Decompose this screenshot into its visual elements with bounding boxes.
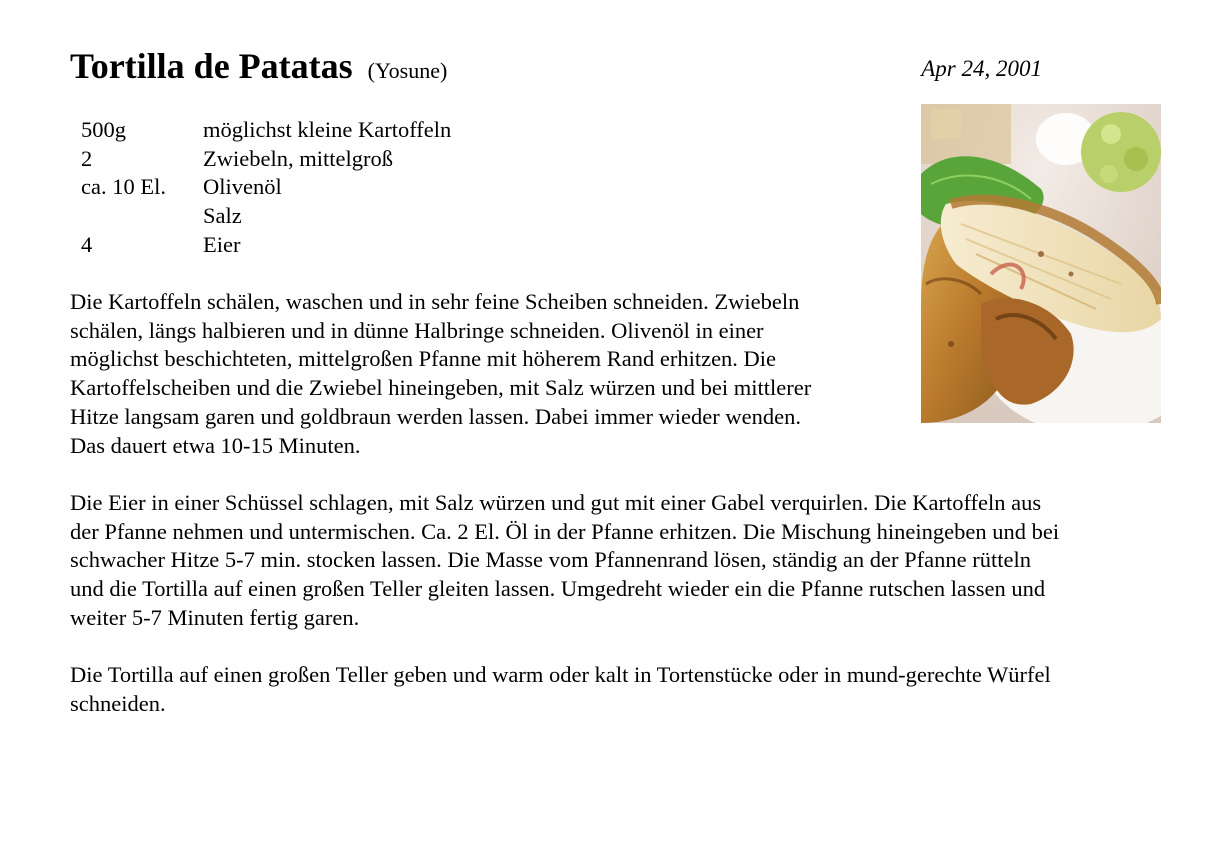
text-line: Hitze langsam garen und goldbraun werden lassen. Dabei immer wieder wenden.: [70, 403, 801, 429]
ingredient-row: [81, 116, 681, 145]
ingredient-quantity: 500g: [81, 117, 126, 142]
ingredient-row: [81, 145, 681, 174]
ingredient-row: [81, 202, 681, 231]
text-line: Das dauert etwa 10-15 Minuten.: [70, 432, 361, 458]
tortilla-photo: [921, 104, 1161, 423]
text-line: der Pfanne nehmen und untermischen. Ca. 2 El. Öl in der Pfanne erhitzen. Die Mischung hineingeben und bei: [70, 518, 1060, 544]
recipe-date: Apr 24, 2001: [921, 56, 1042, 81]
ingredient-name: Eier: [203, 231, 241, 257]
text-line: schälen, längs halbieren und in dünne Halbringe schneiden. Olivenöl in einer: [70, 317, 764, 343]
ingredient-name: Olivenöl: [203, 174, 282, 200]
text-line: Kartoffelscheiben und die Zwiebel hineingeben, mit Salz würzen und bei mittlerer: [70, 375, 812, 401]
ingredient-name: Salz: [203, 203, 242, 229]
ingredient-row: [81, 173, 681, 202]
recipe-title-line: [70, 44, 447, 93]
text-line: möglichst beschichteten, mittelgroßen Pfanne mit höherem Rand erhitzen. Die: [70, 346, 777, 372]
recipe-author: (Yosune): [367, 58, 448, 83]
ingredient-name: möglichst kleine Kartoffeln: [203, 117, 452, 142]
instruction-paragraph-3: [70, 661, 1180, 718]
text-line: schneiden.: [70, 690, 166, 716]
recipe-header: [70, 44, 1050, 88]
ingredient-name: Zwiebeln, mittelgroß: [203, 145, 393, 171]
text-line: Die Tortilla auf einen großen Teller geben und warm oder kalt in Tortenstücke oder in mund-gerechte Würfel: [70, 662, 1051, 687]
ingredient-quantity: ca. 10 El.: [81, 174, 166, 200]
ingredient-row: [81, 231, 681, 260]
text-line: Die Kartoffeln schälen, waschen und in sehr feine Scheiben schneiden. Zwiebeln: [70, 289, 800, 314]
recipe-title: Tortilla de Patatas: [70, 46, 353, 86]
ingredient-quantity: 2: [81, 145, 93, 171]
text-line: weiter 5-7 Minuten fertig garen.: [70, 604, 360, 630]
text-line: Die Eier in einer Schüssel schlagen, mit Salz würzen und gut mit einer Gabel verquirlen. Die Kartoffeln aus: [70, 490, 1042, 515]
text-line: und die Tortilla auf einen großen Teller gleiten lassen. Umgedreht wieder ein die Pfanne rutschen lassen und: [70, 576, 1046, 602]
ingredient-quantity: 4: [81, 231, 93, 257]
instruction-paragraph-1: [70, 288, 905, 460]
ingredient-list: [81, 116, 681, 259]
ingredient-quantity: [81, 202, 203, 231]
instruction-paragraph-2: [70, 489, 1180, 633]
text-line: schwacher Hitze 5-7 min. stocken lassen. Die Masse vom Pfannenrand lösen, ständig an der Pfanne rütteln: [70, 547, 1031, 573]
